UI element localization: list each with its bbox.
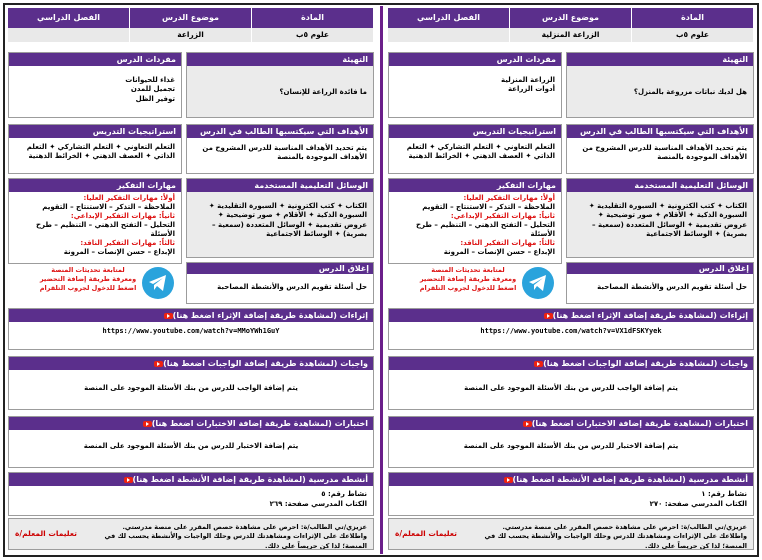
youtube-icon[interactable] [164, 313, 173, 319]
notes-text [459, 523, 747, 550]
topic-value: الزراعة [130, 28, 252, 42]
tests-text: يتم إضافة الاختبار للدرس من بنك الأسئلة الموجود على المنصة [83, 442, 299, 450]
thinking-skills: الإبداع – حسن الإنصات – المرونة [63, 247, 175, 256]
promo-line: ومعرفة طريقة إضافة التحضير [419, 274, 517, 283]
telegram-icon[interactable] [522, 267, 554, 299]
strategies-box [388, 124, 562, 174]
thinking-heading: ثالثاً: مهارات التفكير الناقد: [460, 238, 555, 247]
objectives-box [186, 124, 374, 174]
youtube-icon[interactable] [143, 421, 152, 427]
topic-header: موضوع الدرس [130, 8, 252, 28]
thinking-list [389, 192, 561, 260]
telegram-promo[interactable] [416, 266, 520, 292]
telegram-icon[interactable] [142, 267, 174, 299]
tests-box [8, 416, 374, 468]
homework-title-text: واجبات (لمشاهدة طريقة إضافة الواجبات اضغط هنا) [543, 359, 748, 368]
vocab-title: مفردات الدرس [9, 53, 181, 66]
objectives-text: يتم تحديد الأهداف المناسبة للدرس المشروح من الأهداف الموجودة بالمنصة [202, 144, 367, 162]
objectives-title: الأهداف التي سيكتسبها الطالب في الدرس [187, 125, 373, 138]
semester-header: الفصل الدراسي [8, 8, 130, 28]
notes-line: واطلاعك على الإثراءات ومشاهدتك للدرس وحلك الواجبات والأنشطة يحسب لك في المنصة؛ لذا كن حريصاً على ذلك. [484, 532, 747, 550]
notes-line: عزيزي/تي الطالب/ة: احرص على مشاهدة حصص المقرر على منصة مدرستي. [502, 523, 747, 531]
warmup-title: التهيئة [567, 53, 753, 66]
activities-title-text: أنشطة مدرسية (لمشاهدة طريقة إضافة الأنشطة اضغط هنا) [512, 475, 748, 484]
thinking-skills: الإبداع – حسن الإنصات – المرونة [443, 247, 555, 256]
activities-box [8, 472, 374, 516]
telegram-promo-text [416, 266, 520, 292]
semester-value [388, 28, 510, 42]
thinking-skills: التحليل – التفتح الذهني – التنظيم – طرح الأسئلة [415, 220, 555, 238]
homework-text: يتم إضافة الواجب للدرس من بنك الأسئلة الموجود على المنصة [464, 384, 678, 392]
homework-title[interactable] [9, 357, 373, 370]
notes-box [8, 518, 374, 550]
youtube-icon[interactable] [504, 477, 513, 483]
youtube-icon[interactable] [534, 361, 543, 367]
thinking-title: مهارات التفكير [389, 179, 561, 192]
thinking-title: مهارات التفكير [9, 179, 181, 192]
thinking-heading: ثالثاً: مهارات التفكير الناقد: [80, 238, 175, 247]
enrichment-box [388, 308, 754, 350]
tests-title-text: اختبارات (لمشاهدة طريقة إضافة الاختبارات اضغط هنا) [531, 419, 748, 428]
notes-box [388, 518, 754, 550]
strategies-title: استراتيجيات التدريس [9, 125, 181, 138]
enrichment-title[interactable] [389, 309, 753, 322]
warmup-text: ما فائدة الزراعة للإنسان؟ [187, 66, 373, 118]
enrichment-link[interactable]: https://www.youtube.com/watch?v=MMoYWh1GuY [102, 327, 280, 335]
topic-value: الزراعة المنزلية [510, 28, 632, 42]
warmup-box [566, 52, 754, 118]
vocab-title: مفردات الدرس [389, 53, 561, 66]
warmup-title: التهيئة [187, 53, 373, 66]
tests-text: يتم إضافة الاختبار للدرس من بنك الأسئلة الموجود على المنصة [463, 442, 679, 450]
warmup-text: هل لديك نباتات مزروعة بالمنزل؟ [567, 66, 753, 118]
thinking-skills: الملاحظة – التذكر – الاستنتاج – التقويم [42, 202, 175, 211]
subject-value: علوم ٥ب [632, 28, 754, 42]
aids-box [566, 178, 754, 258]
strategies-text: التعلم التعاوني ✦ التعلم التشاركي ✦ التعلم الذاتي ✦ العصف الذهني ✦ الخرائط الذهنية [26, 143, 175, 161]
tests-title-text: اختبارات (لمشاهدة طريقة إضافة الاختبارات اضغط هنا) [151, 419, 368, 428]
closing-title: إغلاق الدرس [567, 263, 753, 274]
semester-header: الفصل الدراسي [388, 8, 510, 28]
vocab-item: أدوات الزراعة [507, 85, 555, 94]
vocab-item: توفير الظل [135, 94, 175, 103]
thinking-heading: أولاً: مهارات التفكير العليا: [463, 194, 555, 202]
telegram-promo-text [36, 266, 140, 292]
vocab-item: غذاء للحيوانات [125, 76, 175, 84]
aids-text: الكتاب ✦ كتب الكترونية ✦ السبورة التقليدية ✦ السبورة الذكية ✦ الأقلام ✦ صور توضيحية ✦ عروض تقديمية ✦ الوسائل المتعددة (سمعية – بصرية) ✦ الوسائط الاجتماعية [567, 192, 753, 258]
promo-line: لمتابعة تحديثات المنصة [431, 266, 505, 274]
objectives-box [566, 124, 754, 174]
notes-line: عزيزي/تي الطالب/ة: احرص على مشاهدة حصص المقرر على منصة مدرستي. [122, 523, 367, 531]
thinking-heading: أولاً: مهارات التفكير العليا: [83, 194, 175, 202]
vocab-list [9, 66, 181, 107]
activity-number: نشاط رقم: ٥ [321, 490, 367, 498]
vocab-box [388, 52, 562, 118]
aids-box [186, 178, 374, 258]
strategies-title: استراتيجيات التدريس [389, 125, 561, 138]
activity-page: الكتاب المدرسي صفحة: ٢٧٠ [649, 499, 747, 508]
thinking-box [388, 178, 562, 264]
notes-text [79, 523, 367, 550]
page-divider [380, 6, 383, 554]
subject-value: علوم ٥ب [252, 28, 374, 42]
vocab-list [389, 66, 561, 98]
closing-box [566, 262, 754, 304]
notes-label: تعليمات المعلم/ة [395, 529, 457, 538]
strategies-box [8, 124, 182, 174]
youtube-icon[interactable] [154, 361, 163, 367]
tests-box [388, 416, 754, 468]
enrichment-title[interactable] [9, 309, 373, 322]
activities-title-text: أنشطة مدرسية (لمشاهدة طريقة إضافة الأنشطة اضغط هنا) [132, 475, 368, 484]
closing-text: حل أسئلة تقويم الدرس والأنشطة المصاحبة [217, 283, 367, 291]
homework-text: يتم إضافة الواجب للدرس من بنك الأسئلة الموجود على المنصة [84, 384, 298, 392]
thinking-box [8, 178, 182, 264]
tests-title[interactable] [389, 417, 753, 430]
enrichment-link[interactable]: https://www.youtube.com/watch?v=VX1dFSKYyek [480, 327, 662, 335]
lesson-plan-right [388, 8, 754, 551]
topic-header: موضوع الدرس [510, 8, 632, 28]
subject-header: المادة [252, 8, 374, 28]
activity-number: نشاط رقم: ١ [701, 490, 747, 498]
notes-line: واطلاعك على الإثراءات ومشاهدتك للدرس وحلك الواجبات والأنشطة يحسب لك في المنصة؛ لذا كن حريصاً على ذلك. [104, 532, 367, 550]
vocab-item: الزراعة المنزلية [501, 76, 555, 84]
activity-page: الكتاب المدرسي صفحة: ٢٦٩ [269, 499, 367, 508]
activities-box [388, 472, 754, 516]
youtube-icon[interactable] [523, 421, 532, 427]
promo-line: اضغط للدخول لجروب التلقرام [39, 283, 137, 292]
closing-box [186, 262, 374, 304]
telegram-promo[interactable] [36, 266, 140, 292]
youtube-icon[interactable] [124, 477, 133, 483]
warmup-box [186, 52, 374, 118]
semester-value [8, 28, 130, 42]
thinking-list [9, 192, 181, 260]
promo-line: لمتابعة تحديثات المنصة [51, 266, 125, 274]
youtube-icon[interactable] [544, 313, 553, 319]
objectives-title: الأهداف التي سيكتسبها الطالب في الدرس [567, 125, 753, 138]
homework-title-text: واجبات (لمشاهدة طريقة إضافة الواجبات اضغط هنا) [163, 359, 368, 368]
strategies-text: التعلم التعاوني ✦ التعلم التشاركي ✦ التعلم الذاتي ✦ العصف الذهني ✦ الخرائط الذهنية [406, 143, 555, 161]
vocab-item: تجميل للمدن [130, 85, 175, 94]
tests-title[interactable] [9, 417, 373, 430]
aids-title: الوسائل التعليمية المستخدمة [567, 179, 753, 192]
thinking-skills: الملاحظة – التذكر – الاستنتاج – التقويم [422, 202, 555, 211]
activities-title[interactable] [389, 473, 753, 486]
enrichment-title-text: إثراءات (لمشاهدة طريقة إضافة الإثراء اضغط هنا) [172, 311, 368, 320]
notes-label: تعليمات المعلم/ة [15, 529, 77, 538]
homework-box [8, 356, 374, 410]
promo-line: ومعرفة طريقة إضافة التحضير [39, 274, 137, 283]
objectives-text: يتم تحديد الأهداف المناسبة للدرس المشروح من الأهداف الموجودة بالمنصة [582, 144, 747, 162]
enrichment-box [8, 308, 374, 350]
aids-title: الوسائل التعليمية المستخدمة [187, 179, 373, 192]
subject-header: المادة [632, 8, 754, 28]
closing-title: إغلاق الدرس [187, 263, 373, 274]
thinking-heading: ثانياً: مهارات التفكير الإبداعي: [70, 211, 175, 220]
closing-text: حل أسئلة تقويم الدرس والأنشطة المصاحبة [597, 283, 747, 291]
aids-text: الكتاب ✦ كتب الكترونية ✦ السبورة التقليدية ✦ السبورة الذكية ✦ الأقلام ✦ صور توضيحية ✦ عروض تقديمية ✦ الوسائل المتعددة (سمعية – بصرية) ✦ الوسائط الاجتماعية [187, 192, 373, 258]
thinking-heading: ثانياً: مهارات التفكير الإبداعي: [450, 211, 555, 220]
activities-title[interactable] [9, 473, 373, 486]
enrichment-title-text: إثراءات (لمشاهدة طريقة إضافة الإثراء اضغط هنا) [552, 311, 748, 320]
lesson-plan-left [8, 8, 374, 551]
homework-box [388, 356, 754, 410]
homework-title[interactable] [389, 357, 753, 370]
thinking-skills: التحليل – التفتح الذهني – التنظيم – طرح الأسئلة [35, 220, 175, 238]
promo-line: اضغط للدخول لجروب التلقرام [419, 283, 517, 292]
vocab-box [8, 52, 182, 118]
